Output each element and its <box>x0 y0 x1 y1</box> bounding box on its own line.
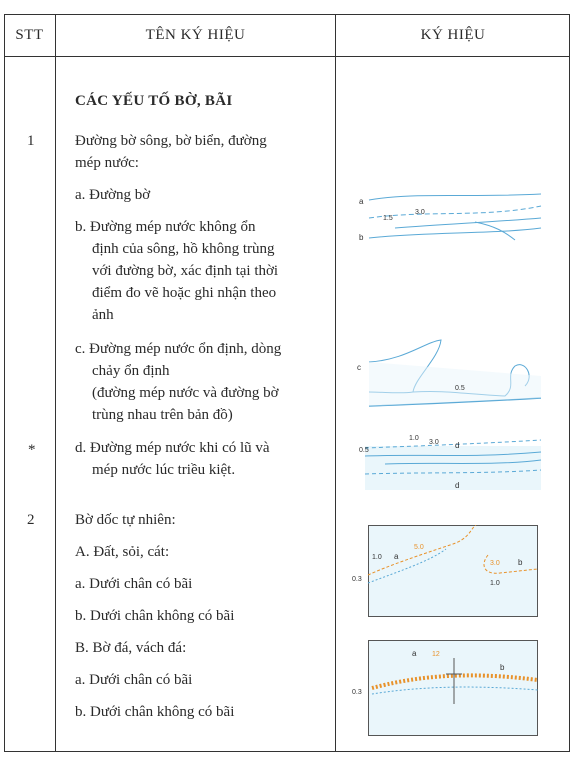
symbol-flood-lowtide <box>355 428 545 498</box>
row-asterisk: * <box>28 442 36 458</box>
symbol3-label-d1: d <box>455 441 460 450</box>
row1-item-b-line4: điểm đo vẽ hoặc ghi nhận theo <box>92 285 277 301</box>
symbol1-value-2: 3.0 <box>415 209 425 216</box>
header-divider <box>4 56 570 57</box>
row1-item-c-line2: chảy ổn định <box>92 363 170 379</box>
column-divider-stt <box>55 14 56 752</box>
header-name: TÊN KÝ HIỆU <box>145 27 246 43</box>
symbol-slope-soil <box>350 525 540 617</box>
symbol4-value-5: 1.0 <box>490 580 500 587</box>
symbol4-label-a: a <box>394 552 399 561</box>
row1-item-a: a. Đường bờ <box>75 187 151 203</box>
row-number-2: 2 <box>27 512 35 528</box>
symbol-cliff <box>350 640 540 736</box>
row1-item-b-line2: định của sông, hồ không trùng <box>92 241 275 257</box>
row2-group-A: A. Đất, sỏi, cát: <box>75 544 170 560</box>
symbol5-value-2: 0.3 <box>352 689 362 696</box>
header-stt: STT <box>15 27 44 43</box>
row1-item-c-line3: (đường mép nước và đường bờ <box>92 385 279 401</box>
row1-item-d-line2: mép nước lúc triều kiệt. <box>92 462 236 478</box>
row1-item-d-line1: d. Đường mép nước khi có lũ và <box>75 440 270 456</box>
row2-A-item-b: b. Dưới chân không có bãi <box>75 608 235 624</box>
symbol3-value-1: 0.5 <box>359 447 369 454</box>
symbol3-value-2: 1.0 <box>409 435 419 442</box>
row-number-1: 1 <box>27 133 35 149</box>
symbol4-value-4: 0.3 <box>352 576 362 583</box>
row1-item-b-line5: ảnh <box>92 307 114 323</box>
symbol-shoreline <box>355 188 545 250</box>
symbol1-label-a: a <box>359 197 364 206</box>
symbol1-label-b: b <box>359 233 364 242</box>
row2-B-item-a: a. Dưới chân có bãi <box>75 672 193 688</box>
symbol5-label-a: a <box>412 649 417 658</box>
symbol2-value: 0.5 <box>455 385 465 392</box>
row1-item-b-line1: b. Đường mép nước không ổn <box>75 219 256 235</box>
symbol5-value-1: 12 <box>432 651 440 658</box>
symbol3-label-d2: d <box>455 481 460 490</box>
row2-title: Bờ dốc tự nhiên: <box>75 512 176 528</box>
row2-A-item-a: a. Dưới chân có bãi <box>75 576 193 592</box>
row2-group-B: B. Bờ đá, vách đá: <box>75 640 187 656</box>
symbol4-value-3: 3.0 <box>490 560 500 567</box>
symbol2-label-c: c <box>357 363 361 372</box>
symbol-stable-water-edge <box>355 336 545 416</box>
symbol1-value-1: 1.5 <box>383 215 393 222</box>
symbol4-value-2: 5.0 <box>414 544 424 551</box>
row1-title-line2: mép nước: <box>75 155 139 171</box>
row1-title-line1: Đường bờ sông, bờ biển, đường <box>75 133 267 149</box>
row2-B-item-b: b. Dưới chân không có bãi <box>75 704 235 720</box>
row1-item-b-line3: với đường bờ, xác định tại thời <box>92 263 279 279</box>
row1-item-c-line4: trùng nhau trên bản đồ) <box>92 407 233 423</box>
symbol4-label-b: b <box>518 558 523 567</box>
column-divider-name <box>335 14 336 752</box>
section-title: CÁC YẾU TỐ BỜ, BÃI <box>75 93 233 109</box>
header-symbol: KÝ HIỆU <box>420 27 486 43</box>
row1-item-c-line1: c. Đường mép nước ổn định, dòng <box>75 341 282 357</box>
symbol4-value-1: 1.0 <box>372 554 382 561</box>
symbol5-label-b: b <box>500 663 505 672</box>
symbol3-value-3: 3.0 <box>429 439 439 446</box>
